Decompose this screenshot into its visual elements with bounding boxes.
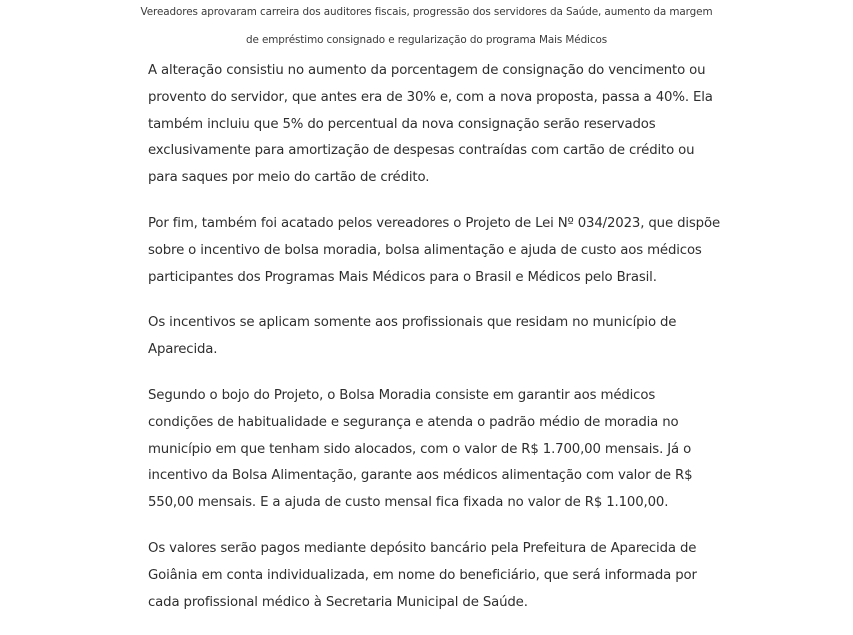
paragraph-line: Aparecida. (148, 342, 218, 358)
paragraph-line: participantes dos Programas Mais Médicos para o Brasil e Médicos pelo Brasil. (148, 269, 657, 285)
paragraph-pagamento (148, 536, 748, 616)
paragraph-line: incentivo da Bolsa Alimentação, garante aos médicos alimentação com valor de R$ (148, 468, 693, 484)
paragraph-line: cada profissional médico à Secretaria Municipal de Saúde. (148, 594, 528, 610)
paragraph-line: Segundo o bojo do Projeto, o Bolsa Moradia consiste em garantir aos médicos (148, 387, 656, 403)
paragraph-line: provento do servidor, que antes era de 30% e, com a nova proposta, passa a 40%. Ela (148, 89, 713, 105)
paragraph-consignacao (148, 58, 748, 192)
paragraph-line: exclusivamente para amortização de despesas contraídas com cartão de crédito ou (148, 143, 695, 159)
caption-line-1: Vereadores aprovaram carreira dos auditores fiscais, progressão dos servidores da Saúde, aumento da margem (140, 6, 713, 18)
caption-line-2: de empréstimo consignado e regularização do programa Mais Médicos (245, 34, 608, 46)
paragraph-line: Os incentivos se aplicam somente aos profissionais que residam no município de (148, 315, 677, 331)
image-caption (0, 0, 853, 54)
paragraph-line: sobre o incentivo de bolsa moradia, bolsa alimentação e ajuda de custo aos médicos (148, 242, 702, 258)
paragraph-line: 550,00 mensais. E a ajuda de custo mensal fica fixada no valor de R$ 1.100,00. (148, 495, 669, 511)
paragraph-line: Por fim, também foi acatado pelos vereadores o Projeto de Lei Nº 034/2023, que dispõe (148, 215, 720, 231)
paragraph-line: condições de habitualidade e segurança e atenda o padrão médio de moradia no (148, 414, 679, 430)
paragraph-bolsa-moradia (148, 383, 748, 517)
paragraph-projeto-de-lei (148, 211, 748, 291)
article-body (148, 58, 748, 635)
paragraph-line: A alteração consistiu no aumento da porcentagem de consignação do vencimento ou (148, 63, 706, 78)
paragraph-line: para saques por meio do cartão de crédito. (148, 170, 430, 186)
paragraph-line: município em que tenham sido alocados, com o valor de R$ 1.700,00 mensais. Já o (148, 441, 692, 457)
paragraph-line: Goiânia em conta individualizada, em nome do beneficiário, que será informada por (148, 567, 697, 583)
paragraph-line: Os valores serão pagos mediante depósito bancário pela Prefeitura de Aparecida de (148, 540, 697, 556)
paragraph-incentivos (148, 310, 748, 364)
paragraph-line: também incluiu que 5% do percentual da nova consignação serão reservados (148, 116, 656, 132)
